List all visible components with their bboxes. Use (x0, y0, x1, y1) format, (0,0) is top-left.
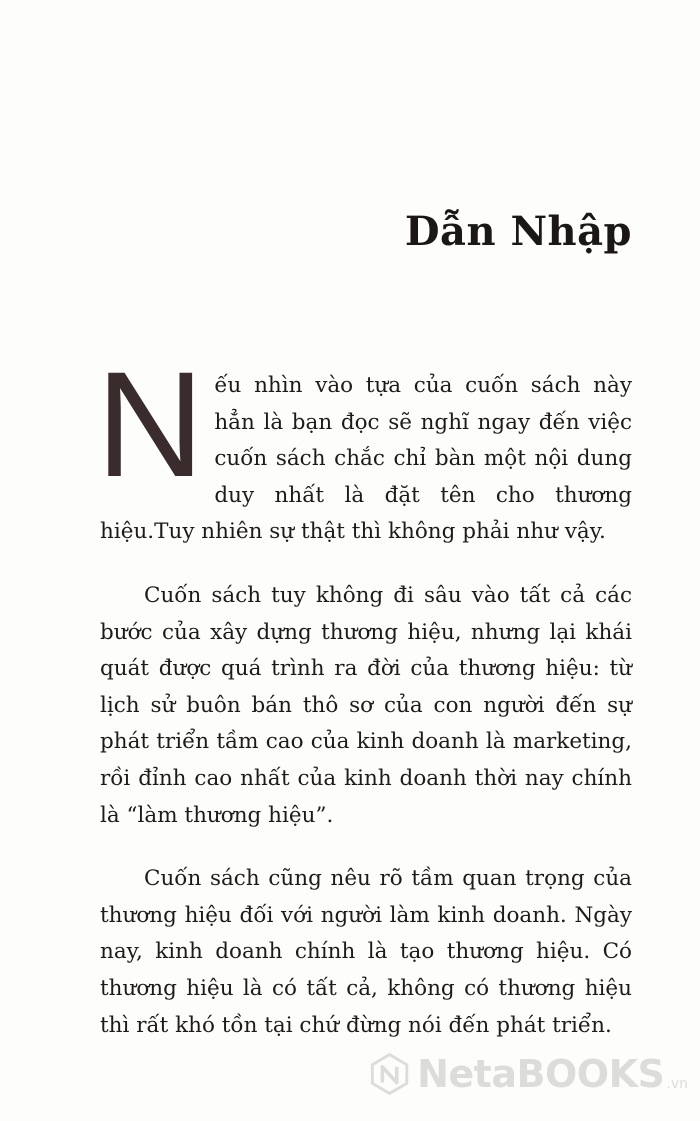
watermark-tld: .vn (666, 1076, 688, 1092)
body-text (96, 340, 632, 1071)
watermark (368, 1042, 688, 1106)
chapter-title: Dẫn Nhập (404, 208, 632, 255)
drop-cap: N (96, 340, 205, 508)
paragraph-1-text: ếu nhìn vào tựa của cuốn sách này hẳn là bạn đọc sẽ nghĩ ngay đến việc cuốn sách chắc chỉ bàn một nội dung duy nhất là đặt tên cho thương hiệu.Tuy nhiên sự thật thì không phải như vậy. (100, 373, 632, 545)
paragraph-3: Cuốn sách cũng nêu rõ tầm quan trọng của thương hiệu đối với người làm kinh doanh. Ngày nay, kinh doanh chính là tạo thương hiệu. Có thương hiệu là có tất cả, không có thương hiệu thì rất khó tồn tại chứ đừng nói đến phát triển. (100, 866, 632, 1038)
paragraph-2: Cuốn sách tuy không đi sâu vào tất cả các bước của xây dựng thương hiệu, nhưng lại khái quát được quá trình ra đời của thương hiệu: từ lịch sử buôn bán thô sơ của con người đến sự phát triển tầm cao của kinh doanh là marketing, rồi đỉnh cao nhất của kinh doanh thời nay chính là “làm thương hiệu”. (100, 582, 632, 828)
watermark-text: NetaBOOKS (417, 1052, 665, 1096)
netabooks-logo-icon (368, 1044, 411, 1104)
paragraph-1 (96, 340, 632, 551)
